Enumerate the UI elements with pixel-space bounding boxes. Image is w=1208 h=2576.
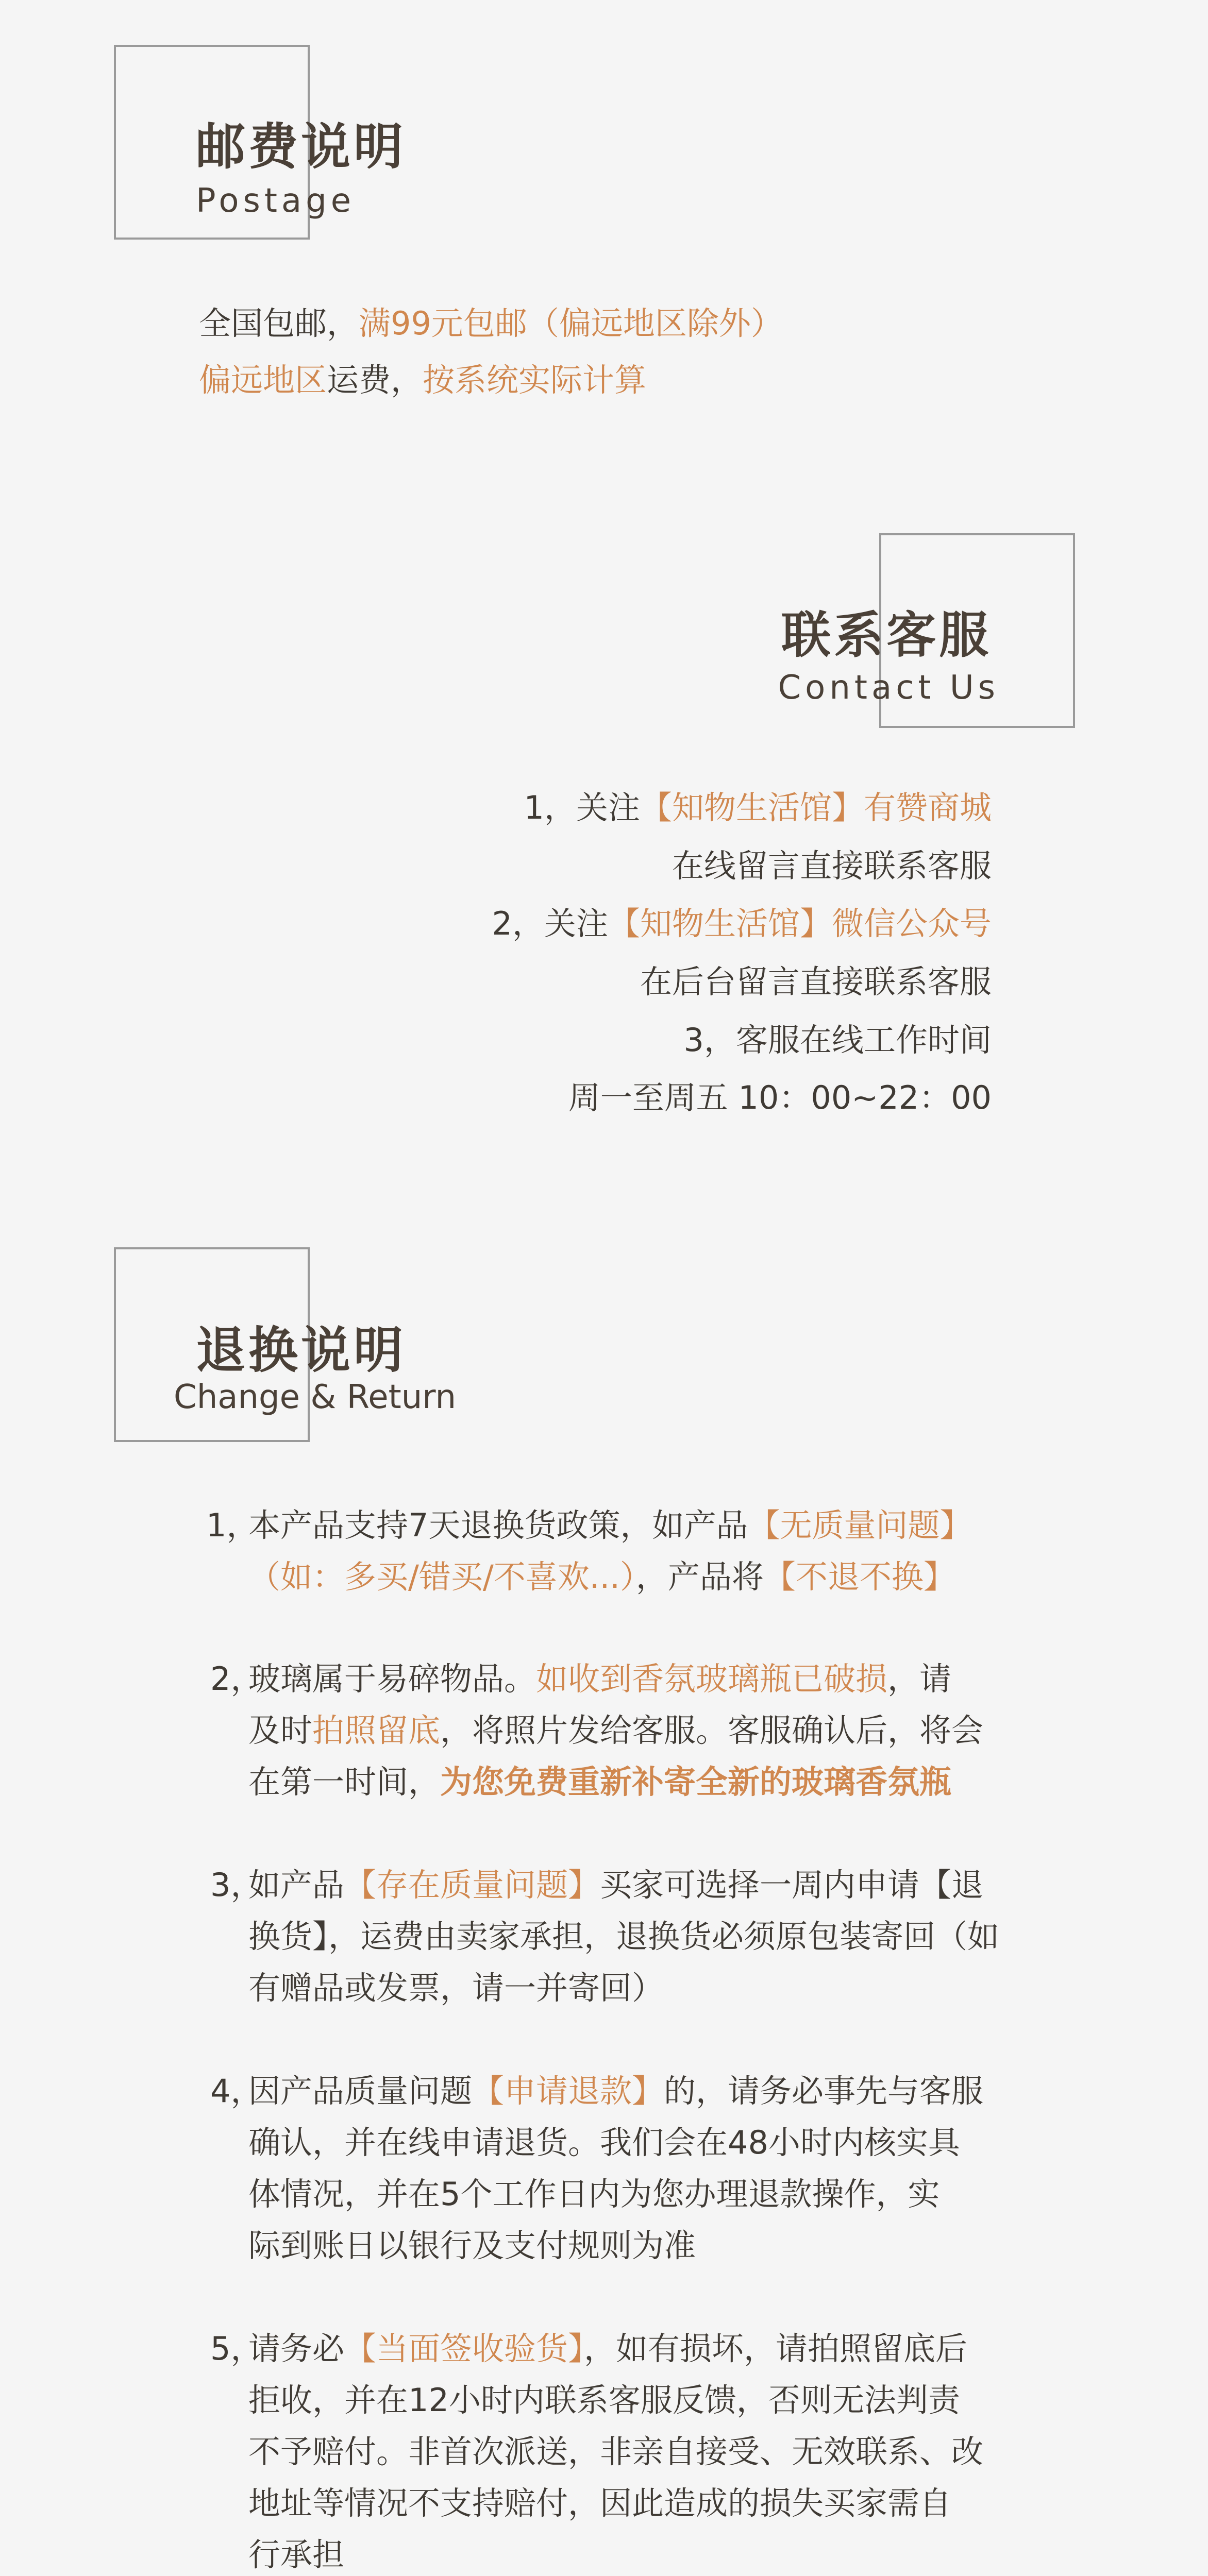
return-item-2-line-3: 在第一时间，为您免费重新补寄全新的玻璃香氛瓶	[248, 1763, 952, 1801]
return-item-3-line-1: 如产品【存在质量问题】买家可选择一周内申请【退	[248, 1866, 984, 1904]
return-item-2-number: 2，	[210, 1660, 263, 1698]
contact-line-5: 3，客服在线工作时间	[683, 1021, 992, 1059]
return-item-3-line-2: 换货】，运费由卖家承担，退换货必须原包装寄回（如	[248, 1918, 1000, 1955]
return-item-1-line-1: 本产品支持7天退换货政策，如产品【无质量问题】	[248, 1506, 972, 1544]
return-item-5-line-2: 拒收，并在12小时内联系客服反馈，否则无法判责	[248, 2381, 960, 2419]
return-item-4-line-2: 确认，并在线申请退货。我们会在48小时内核实具	[248, 2124, 960, 2161]
return-item-3-line-3: 有赠品或发票，请一并寄回）	[248, 1969, 664, 2007]
return-item-4-line-3: 体情况，并在5个工作日内为您办理退款操作，实	[248, 2175, 940, 2213]
return-item-5-line-3: 不予赔付。非首次派送，非亲自接受、无效联系、改	[248, 2433, 984, 2470]
return-subtitle: Change & Return	[174, 1378, 456, 1416]
return-item-5-line-5: 行承担	[248, 2536, 345, 2573]
return-item-2-line-1: 玻璃属于易碎物品。如收到香氛玻璃瓶已破损，请	[248, 1660, 952, 1698]
return-item-4-line-1: 因产品质量问题【申请退款】的，请务必事先与客服	[248, 2072, 984, 2110]
contact-subtitle: Contact Us	[778, 669, 999, 707]
contact-line-3: 2，关注【知物生活馆】微信公众号	[492, 905, 992, 942]
postage-title: 邮费说明	[196, 118, 406, 176]
contact-title: 联系客服	[781, 606, 992, 664]
contact-line-1: 1，关注【知物生活馆】有赞商城	[524, 789, 992, 826]
contact-line-4: 在后台留言直接联系客服	[640, 963, 992, 1001]
postage-line-2: 偏远地区运费，按系统实际计算	[199, 361, 647, 399]
return-item-4-line-4: 际到账日以银行及支付规则为准	[248, 2227, 696, 2264]
contact-line-6: 周一至周五 10：00~22：00	[568, 1079, 992, 1116]
return-item-2-line-2: 及时拍照留底，将照片发给客服。客服确认后，将会	[248, 1711, 984, 1749]
return-item-5-line-4: 地址等情况不支持赔付，因此造成的损失买家需自	[248, 2484, 952, 2522]
contact-line-2: 在线留言直接联系客服	[672, 847, 992, 885]
return-item-1-line-2: （如：多买/错买/不喜欢...），产品将【不退不换】	[248, 1558, 955, 1596]
return-item-1-number: 1，	[206, 1506, 259, 1544]
return-title: 退换说明	[196, 1321, 406, 1379]
return-item-5-line-1: 请务必【当面签收验货】，如有损坏，请拍照留底后	[248, 2330, 968, 2367]
return-item-4-number: 4，	[210, 2072, 263, 2110]
return-item-5-number: 5，	[210, 2330, 263, 2367]
postage-line-1: 全国包邮，满99元包邮（偏远地区除外）	[199, 304, 783, 342]
return-item-3-number: 3，	[210, 1866, 263, 1904]
postage-subtitle: Postage	[196, 182, 356, 220]
